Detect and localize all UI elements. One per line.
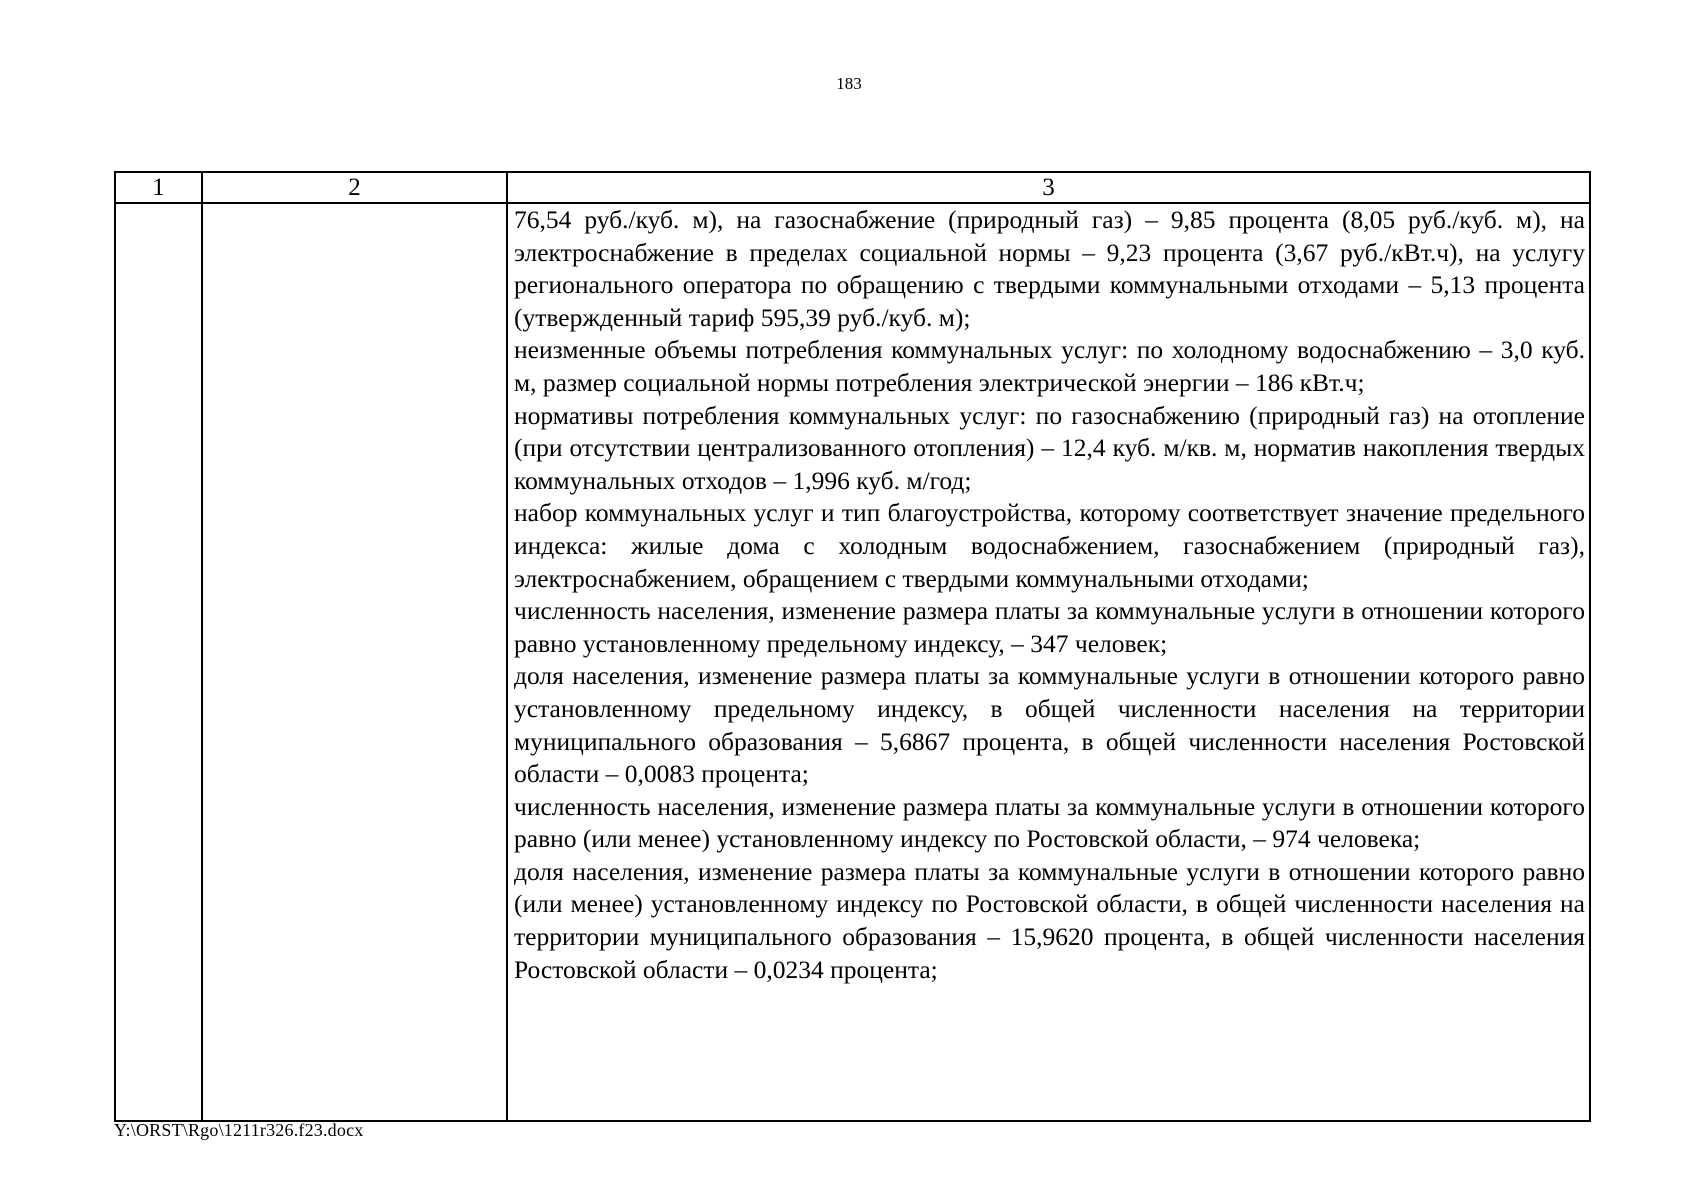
paragraph-population-share: доля населения, изменение размера платы за коммунальные услуги в отношении которого равно установленному предельному индексу, в общей численности населения на территории муниципального образования – 5,6867 процента, в общей численности населения Ростовской области – 0,0083 процента; [514, 661, 1585, 789]
paragraph-population-count: численность населения, изменение размера платы за коммунальные услуги в отношении которого равно установленному предельному индексу, – 347 человек; [514, 596, 1585, 658]
document-table [114, 171, 1591, 1122]
column-header-2: 2 [202, 172, 507, 203]
paragraph-services-set: набор коммунальных услуг и тип благоустройства, которому соответствует значение предельного индекса: жилые дома с холодным водоснабжением, газоснабжением (природный газ), электроснабжением, обращением с твердыми коммунальными отходами; [514, 498, 1585, 593]
paragraph-population-share-regional: доля населения, изменение размера платы за коммунальные услуги в отношении которого равно (или менее) установленному индексу по Ростовской области, в общей численности населения на территории муниципального образования – 15,9620 процента, в общей численности населения Ростовской области – 0,0234 процента; [514, 856, 1585, 984]
column-header-3: 3 [507, 172, 1590, 203]
table-row [115, 203, 1590, 1121]
page-number: 183 [836, 74, 862, 93]
table-header-row [115, 172, 1590, 203]
paragraph-consumption-volumes: неизменные объемы потребления коммунальных услуг: по холодному водоснабжению – 3,0 куб. м, размер социальной нормы потребления электрической энергии – 186 кВт.ч; [514, 335, 1585, 397]
cell-column-1 [115, 203, 202, 1121]
paragraph-tariff-increase: 76,54 руб./куб. м), на газоснабжение (природный газ) – 9,85 процента (8,05 руб./куб. м), на электроснабжение в пределах социальной нормы – 9,23 процента (3,67 руб./кВт.ч), на услугу регионального оператора по обращению с твердыми коммунальными отходами – 5,13 процента (утвержденный тариф 595,39 руб./куб. м); [514, 205, 1585, 332]
column-header-1: 1 [115, 172, 202, 203]
paragraph-population-count-regional: численность населения, изменение размера платы за коммунальные услуги в отношении которого равно (или менее) установленному индексу по Ростовской области, – 974 человека; [514, 791, 1585, 854]
cell-column-3 [507, 203, 1590, 1121]
footer-file-path: Y:\ORST\Rgo\1211r326.f23.docx [114, 1120, 364, 1140]
cell-column-2 [202, 203, 507, 1121]
paragraph-consumption-norms: нормативы потребления коммунальных услуг: по газоснабжению (природный газ) на отопление (при отсутствии централизованного отопления) – 12,4 куб. м/кв. м, норматив накопления твердых коммунальных отходов – 1,996 куб. м/год; [514, 400, 1585, 495]
